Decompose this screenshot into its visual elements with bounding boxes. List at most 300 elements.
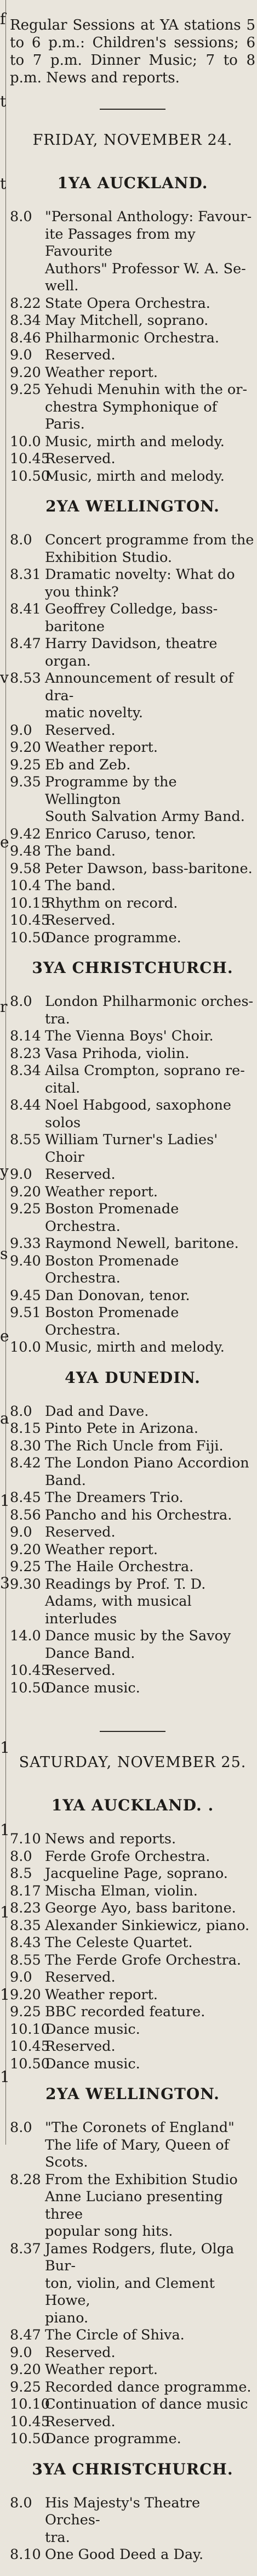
programme-entry: [10, 468, 255, 486]
entry-description: [45, 1304, 255, 1339]
programme-entry: [10, 2431, 255, 2448]
programme-entry: [10, 1952, 255, 1970]
entry-time: 8.10: [10, 2546, 41, 2563]
entry-line: Dance music.: [45, 1679, 140, 1696]
entry-description: [45, 1848, 255, 1866]
entry-description: [45, 468, 255, 486]
gutter-letter: 3: [0, 1574, 10, 1592]
entry-description: [45, 860, 255, 878]
programme-entry: [10, 993, 255, 1028]
entry-description: [45, 2056, 255, 2073]
entry-line: Jacqueline Page, soprano.: [45, 1865, 228, 1882]
day-heading: SATURDAY, NOVEMBER 25.: [19, 1754, 247, 1771]
entry-description: [45, 878, 255, 895]
entry-line: Reserved.: [45, 451, 116, 467]
entry-time: 8.35: [10, 1917, 41, 1934]
entry-time: 8.30: [10, 1437, 41, 1454]
entry-time: 9.42: [10, 825, 41, 842]
programme-entry: [10, 209, 255, 295]
entry-line: Weather report.: [45, 2361, 158, 2378]
entry-description: [45, 1542, 255, 1559]
programme-entry: [10, 1987, 255, 2004]
entry-description: [45, 930, 255, 947]
entry-line: Reserved.: [45, 347, 116, 363]
entry-line: Boston Promenade Orchestra.: [45, 1201, 179, 1235]
entry-time: 8.23: [10, 1900, 41, 1916]
programme-entry: [10, 1339, 255, 1357]
entry-time: 10.15: [10, 895, 50, 912]
programme-days: [10, 132, 255, 2576]
programme-entry: [10, 878, 255, 895]
programme-entry: [10, 532, 255, 566]
entry-line: Mischa Elman, violin.: [45, 1882, 198, 1899]
programme-entry: [10, 601, 255, 635]
entry-line: Dramatic novelty: What do: [45, 566, 235, 583]
entry-line: Dance Band.: [45, 1645, 135, 1662]
entry-time: 9.20: [10, 2361, 41, 2378]
entry-line: Dance programme.: [45, 2431, 181, 2447]
entry-time: 8.0: [10, 2494, 32, 2511]
entry-time: 9.25: [10, 1201, 41, 1217]
entry-line: Reserved.: [45, 1969, 116, 1986]
entry-time: 9.20: [10, 1986, 41, 2003]
gutter-letter: t: [0, 92, 7, 110]
entry-line: piano.: [45, 2309, 89, 2326]
entry-time: 8.14: [10, 1028, 41, 1044]
programme-entry: [10, 930, 255, 947]
programme-entry: [10, 826, 255, 843]
programme-entry: [10, 2056, 255, 2073]
entry-description: [45, 312, 255, 330]
programme-entry: [10, 1235, 255, 1253]
entry-description: [45, 451, 255, 468]
entry-line: Dan Donovan, tenor.: [45, 1287, 190, 1304]
entry-description: [45, 381, 255, 434]
entry-line: Reserved.: [45, 1166, 116, 1183]
station-heading: 3YA CHRISTCHURCH.: [32, 2460, 233, 2478]
programme-entry: [10, 381, 255, 434]
programme-entry: [10, 1403, 255, 1421]
programme-entry: [10, 1420, 255, 1438]
programme-entry: [10, 2172, 255, 2241]
programme-entry: [10, 1132, 255, 1166]
entry-time: 10.50: [10, 468, 50, 485]
entry-time: 9.35: [10, 774, 41, 790]
entry-time: 10.50: [10, 2431, 50, 2447]
entry-description: [45, 2495, 255, 2547]
entry-time: 9.20: [10, 364, 41, 381]
entry-line: Programme by the Wellington: [45, 774, 177, 808]
entry-description: [45, 1524, 255, 1542]
entry-time: 8.0: [10, 993, 32, 1010]
entry-time: 8.34: [10, 1062, 41, 1079]
entry-description: [45, 295, 255, 313]
entry-time: 10.50: [10, 929, 50, 946]
entry-description: [45, 566, 255, 601]
entry-time: 9.20: [10, 1183, 41, 1200]
entry-line: well.: [45, 278, 79, 294]
entry-time: 8.0: [10, 532, 32, 548]
entry-time: 8.28: [10, 2171, 41, 2188]
entry-time: 9.0: [10, 1524, 32, 1540]
entry-description: [45, 2414, 255, 2431]
entry-time: 10.10: [10, 2021, 50, 2038]
entry-description: [45, 722, 255, 740]
entry-time: 10.45: [10, 2413, 50, 2430]
entry-description: [45, 2546, 255, 2564]
programme-entry: [10, 860, 255, 878]
entry-time: 14.0: [10, 1628, 41, 1644]
entry-description: [45, 1831, 255, 1848]
adjacent-column-fragment: [0, 0, 10, 2145]
entry-description: [45, 2004, 255, 2021]
entry-description: [45, 843, 255, 860]
entry-time: 9.20: [10, 1541, 41, 1558]
entry-line: chestra Symphonique of Paris.: [45, 398, 218, 432]
entry-line: Dance programme.: [45, 929, 181, 946]
entry-time: 8.53: [10, 670, 41, 687]
entry-description: [45, 2361, 255, 2379]
entry-description: [45, 757, 255, 774]
entry-description: [45, 1438, 255, 1455]
entry-line: Reserved.: [45, 1662, 116, 1679]
entry-description: [45, 1662, 255, 1680]
gutter-letter: s: [0, 1245, 8, 1263]
programme-entry: [10, 2344, 255, 2362]
programme-entry: [10, 295, 255, 313]
programme-entry: [10, 451, 255, 468]
entry-line: Authors" Professor W. A. Se-: [45, 260, 246, 277]
entry-line: The Celeste Quartet.: [45, 1934, 193, 1951]
entry-description: [45, 1952, 255, 1970]
station-heading: 3YA CHRISTCHURCH.: [32, 959, 233, 977]
entry-line: tra.: [45, 1010, 70, 1027]
programme-entry: [10, 843, 255, 860]
entry-line: Weather report.: [45, 1541, 158, 1558]
gutter-letter: f: [0, 10, 6, 28]
entry-time: 8.0: [10, 1848, 32, 1865]
entry-description: [45, 739, 255, 757]
programme-entry: [10, 1062, 255, 1097]
entry-time: 9.20: [10, 739, 41, 756]
entry-line: One Good Deed a Day.: [45, 2546, 204, 2563]
programme-entry: [10, 1542, 255, 1559]
entry-line: matic novelty.: [45, 705, 143, 721]
entry-line: Dad and Dave.: [45, 1403, 149, 1420]
station-heading: 4YA DUNEDIN.: [65, 1368, 201, 1387]
programme-entry: [10, 1865, 255, 1883]
entry-line: Ferde Grofe Orchestra.: [45, 1848, 210, 1865]
entry-line: The Ferde Grofe Orchestra.: [45, 1951, 241, 1968]
entry-line: The London Piano Accordion: [45, 1455, 249, 1471]
entry-time: 8.56: [10, 1506, 41, 1523]
entry-time: 8.17: [10, 1882, 41, 1899]
entry-line: May Mitchell, soprano.: [45, 312, 209, 329]
entry-time: 10.45: [10, 2038, 50, 2055]
entry-line: From the Exhibition Studio: [45, 2171, 238, 2188]
entry-description: [45, 670, 255, 722]
programme-entry: [10, 1576, 255, 1628]
entry-time: 10.50: [10, 2055, 50, 2072]
gutter-letter: v: [0, 668, 9, 687]
programme-entry: [10, 2379, 255, 2397]
entry-line: Ailsa Crompton, soprano re-: [45, 1062, 245, 1079]
entry-time: 10.45: [10, 1662, 50, 1679]
entry-line: Dance music.: [45, 2055, 140, 2072]
entry-time: 8.5: [10, 1865, 32, 1882]
programme-entry: [10, 1680, 255, 1697]
entry-description: [45, 2327, 255, 2344]
programme-entry: [10, 722, 255, 740]
entry-description: [45, 1628, 255, 1662]
entry-time: 8.37: [10, 2240, 41, 2257]
entry-line: popular song hits.: [45, 2223, 173, 2240]
entry-line: James Rodgers, flute, Olga Bur-: [45, 2240, 235, 2274]
programme-entry: [10, 1253, 255, 1287]
entry-description: [45, 1507, 255, 1525]
entry-time: 8.15: [10, 1420, 41, 1437]
station-heading: 2YA WELLINGTON.: [45, 497, 220, 515]
programme-entry: [10, 1934, 255, 1952]
entry-line: Boston Promenade Orchestra.: [45, 1252, 179, 1286]
regular-sessions-note: Regular Sessions at YA stations 5 to 6 p.m.: Children's sessions; 6 to 7 p.m. Dinner Music; 7 to 8 p.m. News and reports.: [10, 17, 255, 86]
programme-entry: [10, 1166, 255, 1184]
gutter-letter: 1: [0, 1492, 10, 1510]
entry-line: tra.: [45, 2529, 70, 2546]
entry-description: [45, 434, 255, 451]
entry-description: [45, 1028, 255, 1045]
entry-description: [45, 774, 255, 826]
entry-description: [45, 2379, 255, 2397]
entry-line: ton, violin, and Clement Howe,: [45, 2275, 215, 2309]
entry-line: Reserved.: [45, 2344, 116, 2361]
gutter-letter: 1: [0, 1739, 10, 1757]
entry-time: 9.25: [10, 1559, 41, 1575]
programme-entry: [10, 1438, 255, 1455]
entry-description: [45, 1287, 255, 1305]
entry-description: [45, 532, 255, 566]
entry-line: Reserved.: [45, 722, 116, 739]
entry-line: Announcement of result of dra-: [45, 670, 233, 704]
entry-line: Boston Promenade Orchestra.: [45, 1304, 179, 1338]
programme-entry: [10, 739, 255, 757]
entry-line: Dance music by the Savoy: [45, 1628, 231, 1644]
entry-line: Reserved.: [45, 1524, 116, 1540]
entry-time: 8.41: [10, 601, 41, 617]
entry-description: [45, 347, 255, 364]
entry-description: [45, 1253, 255, 1287]
entry-description: [45, 1062, 255, 1097]
entry-line: South Salvation Army Band.: [45, 808, 245, 825]
entry-line: Enrico Caruso, tenor.: [45, 825, 196, 842]
entry-line: Anne Luciano presenting three: [45, 2189, 223, 2223]
entry-line: Noel Habgood, saxophone solos: [45, 1097, 231, 1131]
programme-entry: [10, 1097, 255, 1132]
programme-entry: [10, 912, 255, 930]
entry-line: Philharmonic Orchestra.: [45, 329, 219, 346]
entry-line: "The Coronets of England": [45, 2119, 235, 2136]
station-spacer: [10, 1357, 255, 1369]
programme-entry: [10, 1883, 255, 1900]
entry-description: [45, 1883, 255, 1900]
entry-line: Reserved.: [45, 912, 116, 929]
entry-description: [45, 2396, 255, 2414]
programme-entry: [10, 330, 255, 347]
entry-time: 8.43: [10, 1934, 41, 1951]
entry-line: Eb and Zeb.: [45, 756, 131, 773]
entry-time: 8.0: [10, 209, 32, 225]
entry-description: [45, 1097, 255, 1132]
entry-description: [45, 2344, 255, 2362]
entry-line: Weather report.: [45, 364, 158, 381]
programme-entry: [10, 1900, 255, 1917]
entry-line: you think?: [45, 583, 119, 600]
programme-entry: [10, 1489, 255, 1507]
entry-line: Weather report.: [45, 1183, 158, 1200]
entry-line: The Dreamers Trio.: [45, 1489, 184, 1506]
gutter-letter: t: [0, 175, 7, 193]
entry-line: Band.: [45, 1472, 86, 1489]
gutter-letter: e: [0, 1327, 9, 1345]
entry-line: Geoffrey Colledge, bass-baritone: [45, 601, 218, 635]
entry-description: [45, 1559, 255, 1576]
entry-line: Raymond Newell, baritone.: [45, 1235, 239, 1252]
station-spacer: [10, 2448, 255, 2460]
entry-line: "Personal Anthology: Favour-: [45, 209, 252, 225]
programme-entry: [10, 774, 255, 826]
entry-line: The Circle of Shiva.: [45, 2327, 185, 2343]
divider-rule: [100, 109, 165, 110]
programme-entry: [10, 1201, 255, 1235]
entry-description: [45, 1917, 255, 1935]
programme-entry: [10, 2021, 255, 2039]
entry-description: [45, 330, 255, 347]
entry-description: [45, 2431, 255, 2448]
programme-entry: [10, 1969, 255, 1987]
entry-line: Weather report.: [45, 739, 158, 756]
entry-time: 9.25: [10, 756, 41, 773]
station-heading: 1YA AUCKLAND. .: [51, 1796, 214, 1814]
entry-time: 8.47: [10, 635, 41, 652]
entry-line: Music, mirth and melody.: [45, 1339, 225, 1356]
station-spacer: [10, 1697, 255, 1709]
entry-time: 10.0: [10, 1339, 41, 1356]
programme-entry: [10, 2004, 255, 2021]
entry-line: Dance music.: [45, 2021, 140, 2038]
entry-description: [45, 2038, 255, 2056]
entry-time: 10.50: [10, 1679, 50, 1696]
programme-entry: [10, 1287, 255, 1305]
entry-description: [45, 1987, 255, 2004]
entry-time: 8.42: [10, 1455, 41, 1471]
programme-entry: [10, 1524, 255, 1542]
entry-line: Pinto Pete in Arizona.: [45, 1420, 198, 1437]
entry-time: 10.45: [10, 451, 50, 467]
entry-line: Alexander Sinkiewicz, piano.: [45, 1917, 250, 1934]
entry-description: [45, 1865, 255, 1883]
entry-line: William Turner's Ladies' Choir: [45, 1132, 218, 1166]
entry-time: 9.0: [10, 347, 32, 363]
entry-line: Continuation of dance music: [45, 2396, 248, 2412]
entry-line: The band.: [45, 843, 116, 859]
programme-entry: [10, 1848, 255, 1866]
entry-description: [45, 2172, 255, 2241]
entry-description: [45, 993, 255, 1028]
entry-time: 8.47: [10, 2327, 41, 2343]
programme-entry: [10, 2495, 255, 2547]
entry-line: Scots.: [45, 2154, 88, 2170]
programme-entry: [10, 312, 255, 330]
programme-entry: [10, 2119, 255, 2172]
entry-description: [45, 1045, 255, 1063]
programme-entry: [10, 2546, 255, 2564]
entry-description: [45, 1455, 255, 1489]
entry-line: Yehudi Menuhin with the or-: [45, 381, 248, 398]
programme-entry: [10, 2414, 255, 2431]
entry-line: Concert programme from the: [45, 532, 254, 548]
programme-entry: [10, 1628, 255, 1662]
entry-line: Harry Davidson, theatre organ.: [45, 635, 218, 670]
gutter-letter: 1: [0, 1821, 10, 1839]
entry-line: cital.: [45, 1079, 81, 1096]
entry-description: [45, 1132, 255, 1166]
entry-line: London Philharmonic orches-: [45, 993, 254, 1010]
programme-entry: [10, 347, 255, 364]
entry-description: [45, 2021, 255, 2039]
entry-description: [45, 1166, 255, 1184]
entry-time: 9.58: [10, 860, 41, 877]
entry-time: 9.0: [10, 2344, 32, 2361]
programme-entry: [10, 1662, 255, 1680]
entry-line: Vasa Prihoda, violin.: [45, 1045, 190, 1062]
programme-entry: [10, 1184, 255, 1201]
entry-time: 7.10: [10, 1831, 41, 1847]
entry-line: Recorded dance programme.: [45, 2378, 252, 2395]
entry-line: George Ayo, bass baritone.: [45, 1900, 236, 1916]
programme-entry: [10, 566, 255, 601]
entry-time: 8.34: [10, 312, 41, 329]
entry-time: 9.25: [10, 381, 41, 398]
entry-description: [45, 1235, 255, 1253]
radio-programme-column: [10, 0, 255, 2576]
gutter-letter: e: [0, 833, 9, 851]
entry-time: 10.45: [10, 912, 50, 929]
day-heading: FRIDAY, NOVEMBER 24.: [32, 132, 233, 149]
entry-description: [45, 826, 255, 843]
entry-line: The band.: [45, 878, 116, 894]
entry-line: His Majesty's Theatre Orches-: [45, 2494, 201, 2528]
programme-entry: [10, 670, 255, 722]
entry-time: 8.0: [10, 1403, 32, 1420]
entry-description: [45, 1201, 255, 1235]
entry-line: The Rich Uncle from Fiji.: [45, 1437, 224, 1454]
programme-entry: [10, 364, 255, 382]
station-spacer: [10, 485, 255, 497]
entry-description: [45, 1184, 255, 1201]
programme-entry: [10, 2327, 255, 2344]
station-spacer: [10, 947, 255, 959]
entry-time: 8.44: [10, 1097, 41, 1113]
entry-time: 9.51: [10, 1304, 41, 1321]
programme-entry: [10, 757, 255, 774]
gutter-letter: 1: [0, 2068, 10, 2086]
entry-description: [45, 1489, 255, 1507]
entry-line: BBC recorded feature.: [45, 2004, 205, 2020]
entry-time: 9.40: [10, 1252, 41, 1269]
entry-line: Exhibition Studio.: [45, 549, 172, 566]
programme-entry: [10, 1455, 255, 1489]
entry-line: Weather report.: [45, 1986, 158, 2003]
